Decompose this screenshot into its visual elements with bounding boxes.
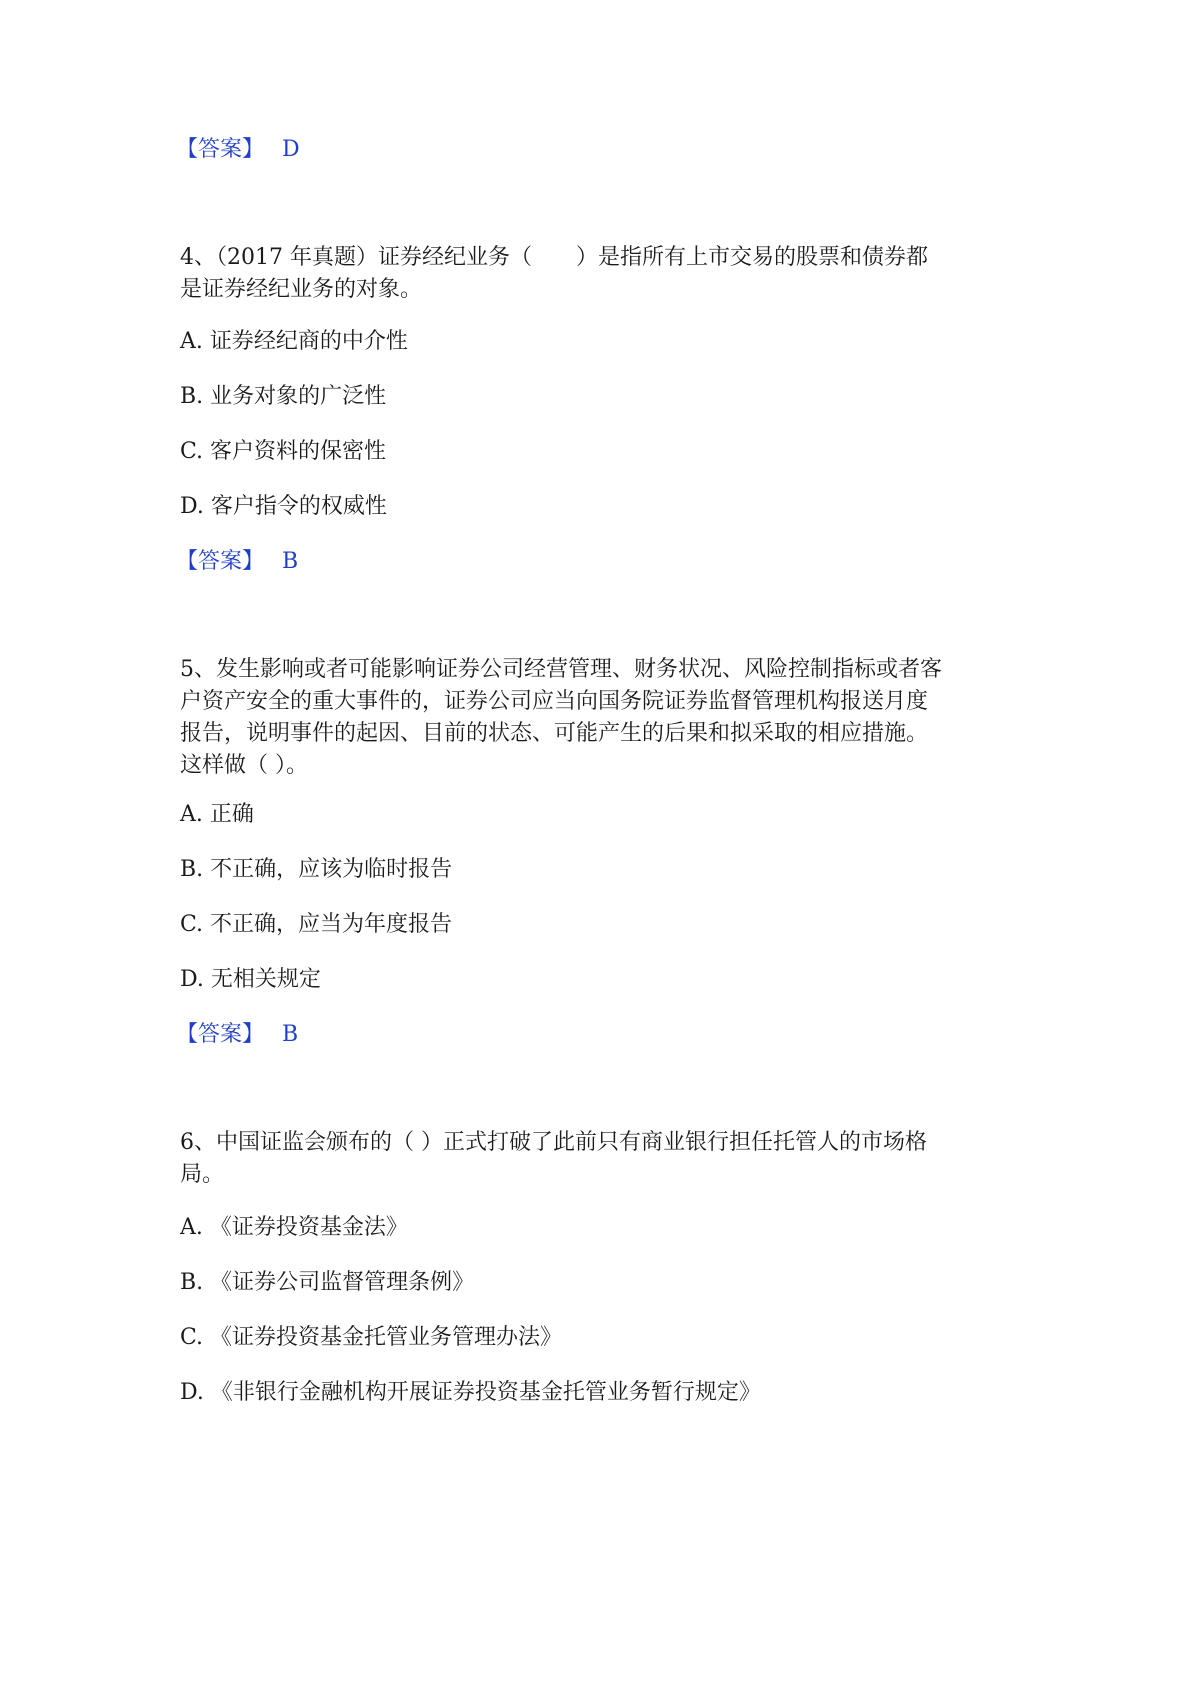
option-d: D. 无相关规定 xyxy=(180,967,321,992)
answer-label: 【答案】 xyxy=(176,1022,265,1047)
answer-value: B xyxy=(282,1022,299,1047)
option-a: A. 《证券投资基金法》 xyxy=(180,1215,408,1240)
stem-line: 这样做（ ）。 xyxy=(180,753,308,778)
answer-line xyxy=(176,134,300,166)
option-a: A. 正确 xyxy=(180,802,254,827)
question-stem xyxy=(180,654,942,782)
answer-line xyxy=(176,1019,298,1051)
option-c: C. 《证券投资基金托管业务管理办法》 xyxy=(180,1325,563,1350)
option-b: B. 业务对象的广泛性 xyxy=(180,384,387,409)
answer-value: B xyxy=(282,549,299,574)
option-b: B. 不正确，应该为临时报告 xyxy=(180,857,453,882)
option-d: D. 客户指令的权威性 xyxy=(180,494,387,519)
stem-line: 4、（2017 年真题）证券经纪业务（ ）是指所有上市交易的股票和债券都 xyxy=(180,245,928,270)
question-stem xyxy=(180,242,928,306)
stem-line: 5、发生影响或者可能影响证券公司经营管理、财务状况、风险控制指标或者客 xyxy=(180,657,942,682)
stem-line: 报告，说明事件的起因、目前的状态、可能产生的后果和拟采取的相应措施。 xyxy=(180,721,929,746)
answer-label: 【答案】 xyxy=(176,549,265,574)
option-c: C. 不正确，应当为年度报告 xyxy=(180,912,453,937)
stem-line: 户资产安全的重大事件的，证券公司应当向国务院证券监督管理机构报送月度 xyxy=(180,689,929,714)
answer-value: D xyxy=(282,137,300,162)
stem-line: 局。 xyxy=(180,1162,225,1187)
option-d: D. 《非银行金融机构开展证券投资基金托管业务暂行规定》 xyxy=(180,1380,761,1405)
option-c: C. 客户资料的保密性 xyxy=(180,439,387,464)
question-stem xyxy=(180,1127,927,1191)
answer-line xyxy=(176,546,298,578)
answer-label: 【答案】 xyxy=(176,137,265,162)
stem-line: 是证券经纪业务的对象。 xyxy=(180,277,423,302)
option-a: A. 证券经纪商的中介性 xyxy=(180,329,408,354)
stem-line: 6、中国证监会颁布的（ ）正式打破了此前只有商业银行担任托管人的市场格 xyxy=(180,1130,927,1155)
option-b: B. 《证券公司监督管理条例》 xyxy=(180,1270,475,1295)
